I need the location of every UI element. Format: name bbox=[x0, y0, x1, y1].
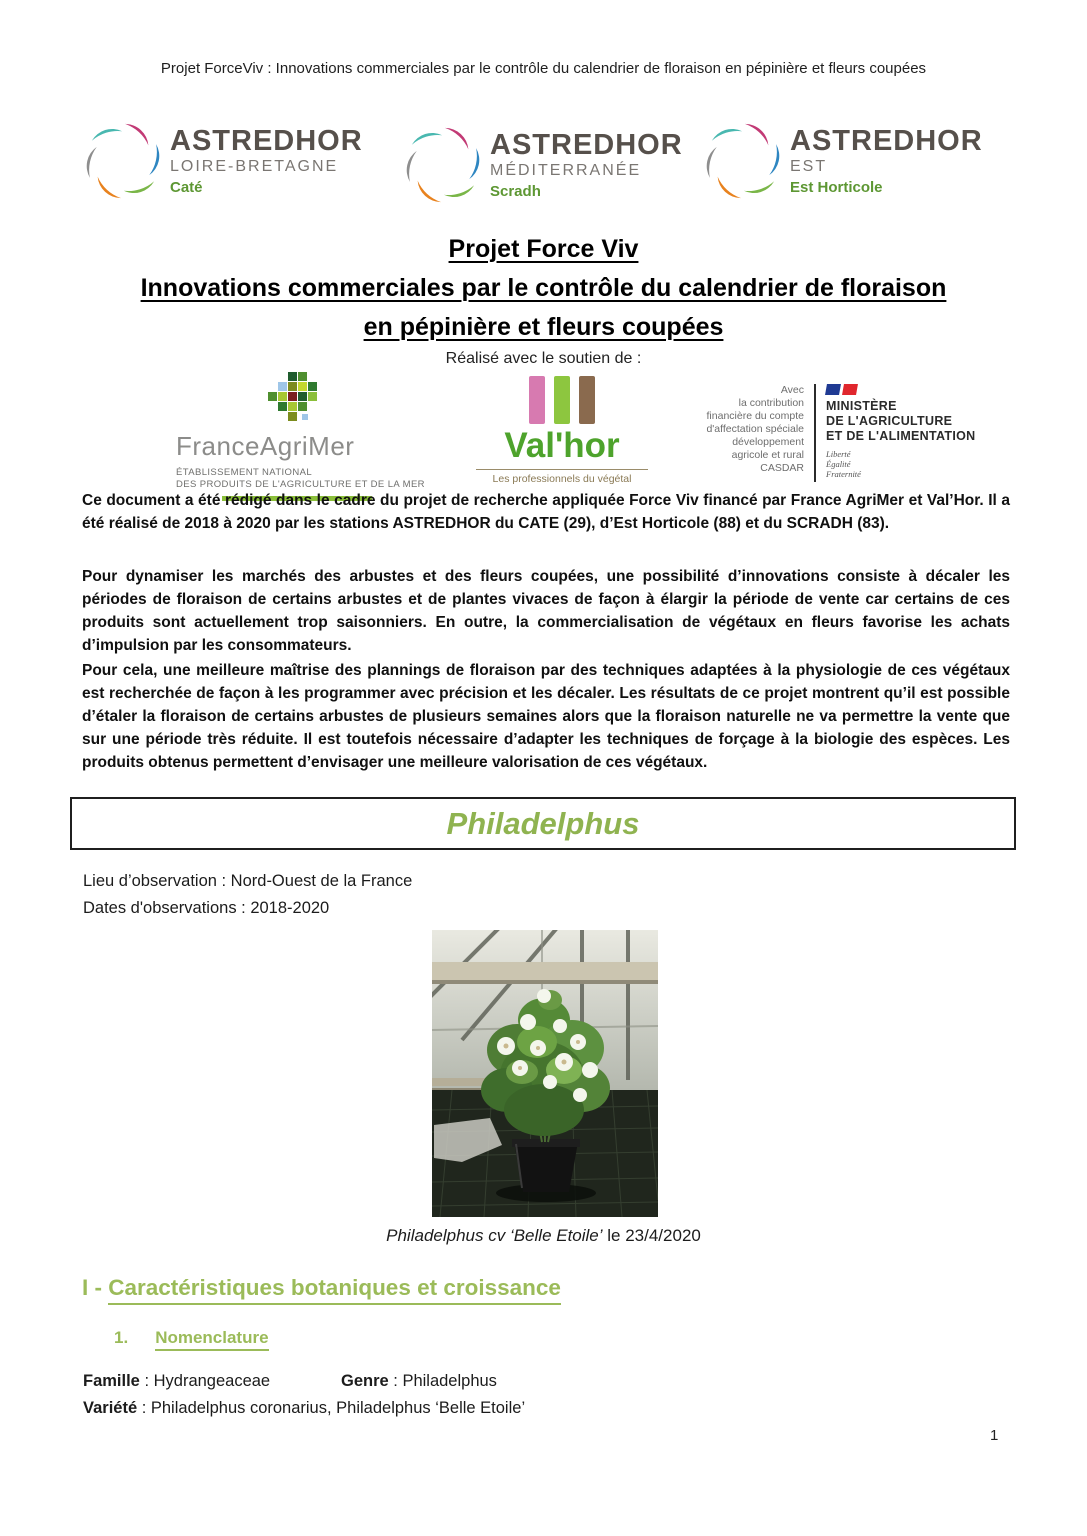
astredhor-star-icon bbox=[702, 116, 784, 206]
logo-astredhor-est bbox=[702, 116, 983, 206]
valhor-tagline: Les professionnels du végétal bbox=[492, 473, 632, 485]
variete-label: Variété bbox=[83, 1399, 138, 1417]
document-header: Projet ForceViv : Innovations commerciales par le contrôle du calendrier de floraison en pépinière et fleurs coupées bbox=[160, 60, 927, 77]
species-title: Philadelphus bbox=[446, 805, 640, 841]
astredhor-station: Est Horticole bbox=[790, 179, 883, 197]
logo-franceagrimer bbox=[176, 372, 436, 501]
observation-dates: Dates d'observations : 2018-2020 bbox=[83, 899, 330, 917]
nomenclature-block bbox=[83, 1368, 525, 1422]
main-title bbox=[0, 230, 1087, 347]
intro-paragraph-3: Pour cela, une meilleure maîtrise des plannings de floraison par des techniques adaptées à la physiologie de ces végétaux est recherchée de façon à les programmer avec précision et les décaler. Les résultats de ce projet montrent qu’il est possible d’étaler la floraison de certains arbustes de plusieurs semaines alors que la floraison naturelle ne va permettre la vente que sur une période très réduite. Il est toutefois nécessaire d’adapter les techniques de forçage à la biologie des espèces. Les produits obtenus permettent d’envisager une meilleure valorisation de ces végétaux. bbox=[82, 662, 1010, 771]
astredhor-star-icon bbox=[82, 116, 164, 206]
astredhor-region: LOIRE-BRETAGNE bbox=[170, 158, 339, 176]
logo-astredhor-loire-bretagne bbox=[82, 116, 363, 206]
astredhor-station: Scradh bbox=[490, 183, 541, 201]
astredhor-star-icon bbox=[402, 120, 484, 210]
genre-label: Genre bbox=[341, 1372, 389, 1390]
franceagrimer-tagline1: ÉTABLISSEMENT NATIONAL bbox=[176, 467, 313, 478]
observation-info bbox=[83, 868, 412, 922]
intro-paragraph-1: Ce document a été rédigé dans le cadre du projet de recherche appliquée Force Viv financé par France AgriMer et Val’Hor. Il a été réalisé de 2018 à 2020 par les stations ASTREDHOR du CATE (29), d’Est Horticole (88) et du SCRADH (83). bbox=[82, 492, 1010, 532]
genre-value: : Philadelphus bbox=[388, 1372, 497, 1390]
astredhor-brand: ASTREDHOR bbox=[490, 129, 683, 161]
main-title-line2: Innovations commerciales par le contrôle du calendrier de floraison bbox=[140, 274, 947, 302]
intro-paragraph-2: Pour dynamiser les marchés des arbustes et des fleurs coupées, une possibilité d’innovations consiste à décaler les périodes de floraison de certains arbustes et de plantes vivaces de façon à élargir la période de vente car certains de ces produits sont actuellement trop saisonniers. En outre, la commercialisation de végétaux en fleurs favorise les achats d’impulsion par les consommateurs. bbox=[82, 568, 1010, 654]
nomenclature-line-2 bbox=[83, 1395, 525, 1422]
famille-label: Famille bbox=[83, 1372, 140, 1390]
french-flag-icon bbox=[826, 384, 975, 395]
ministere-name-line1: MINISTÈRE bbox=[826, 399, 897, 413]
observation-location: Lieu d’observation : Nord-Ouest de la France bbox=[83, 872, 413, 890]
logo-valhor bbox=[464, 376, 660, 485]
greenhouse-photo-illustration bbox=[432, 930, 658, 1217]
photo-caption bbox=[0, 1226, 1087, 1246]
astredhor-brand: ASTREDHOR bbox=[170, 125, 363, 157]
plant-photo bbox=[432, 930, 658, 1217]
franceagrimer-tagline2: DES PRODUITS DE L'AGRICULTURE ET DE LA MER bbox=[176, 479, 425, 490]
main-title-line3: en pépinière et fleurs coupées bbox=[363, 313, 724, 341]
photo-caption-date: le 23/4/2020 bbox=[602, 1226, 701, 1245]
subsection-title: Nomenclature bbox=[155, 1328, 268, 1351]
casdar-contribution-text: Avec la contribution financière du compte d'affectation spéciale développement agricole et rural CASDAR bbox=[706, 384, 804, 474]
famille-value: : Hydrangeaceae bbox=[139, 1372, 271, 1390]
species-title-box bbox=[70, 797, 1016, 850]
support-label: Réalisé avec le soutien de : bbox=[445, 350, 642, 367]
logo-astredhor-mediterranee bbox=[402, 120, 683, 210]
valhor-name: Val'hor bbox=[504, 426, 620, 465]
franceagrimer-mosaic-icon bbox=[268, 372, 330, 424]
variete-value: : Philadelphus coronarius, Philadelphus ‘Belle Etoile’ bbox=[137, 1399, 526, 1417]
astredhor-station: Caté bbox=[170, 179, 203, 197]
valhor-stripes-icon bbox=[464, 376, 660, 424]
section-heading-1-title: Caractéristiques botaniques et croissance bbox=[108, 1275, 561, 1305]
section-heading-1-number: I - bbox=[82, 1275, 109, 1300]
ministere-name-line3: ET DE L'ALIMENTATION bbox=[826, 429, 976, 443]
astredhor-brand: ASTREDHOR bbox=[790, 125, 983, 157]
astredhor-region: EST bbox=[790, 158, 828, 176]
valhor-rule bbox=[476, 469, 648, 470]
page-number: 1 bbox=[990, 1427, 999, 1444]
subsection-number: 1. bbox=[114, 1328, 129, 1347]
nomenclature-line-1 bbox=[83, 1368, 525, 1395]
main-title-line1: Projet Force Viv bbox=[448, 235, 639, 263]
ministere-divider bbox=[814, 384, 816, 482]
section-heading-1 bbox=[82, 1275, 561, 1301]
ministere-name-line2: DE L'AGRICULTURE bbox=[826, 414, 953, 428]
logo-ministere-agriculture bbox=[652, 384, 975, 482]
franceagrimer-name: FranceAgriMer bbox=[176, 431, 355, 461]
ministere-motto: Liberté Égalité Fraternité bbox=[826, 449, 861, 479]
photo-caption-species: Philadelphus cv ‘Belle Etoile’ bbox=[386, 1226, 603, 1245]
subsection-heading-nomenclature bbox=[114, 1328, 269, 1348]
astredhor-region: MÉDITERRANÉE bbox=[490, 162, 642, 180]
